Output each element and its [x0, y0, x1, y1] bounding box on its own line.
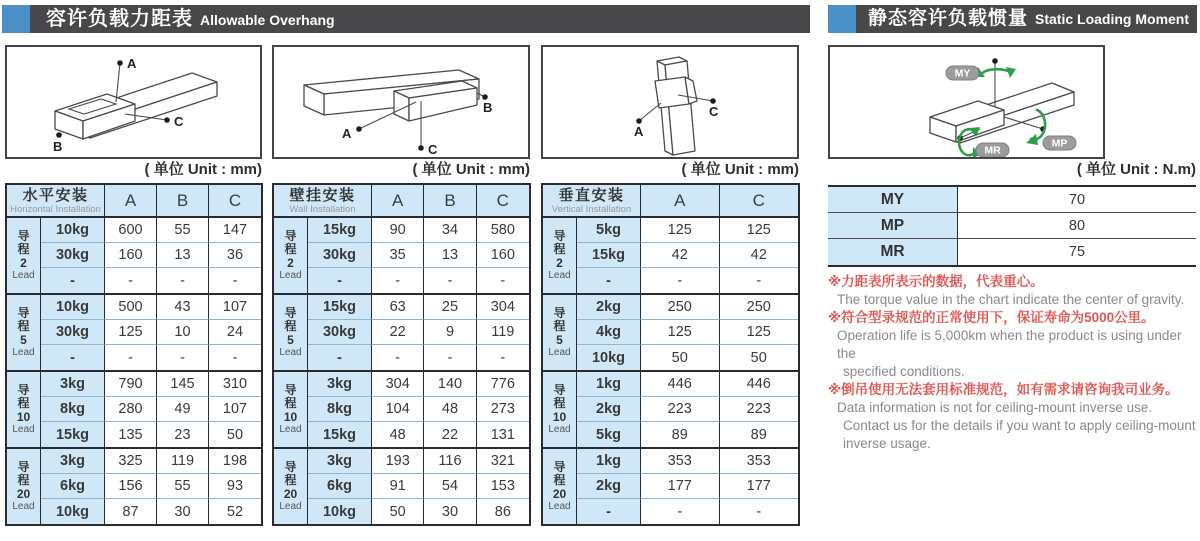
load-cell: 30kg — [308, 320, 372, 345]
load-cell: 10kg — [308, 499, 372, 524]
moment-value: 70 — [1068, 191, 1086, 208]
value-cell: 304 — [372, 372, 424, 397]
load-cell: 15kg — [577, 243, 641, 268]
lead-cell: 导 程 2 Lead — [274, 218, 308, 293]
table-title-zh: 垂直安装 — [558, 186, 625, 204]
value-cell: - — [720, 268, 799, 293]
diagram-wall-installation — [272, 45, 530, 159]
unit-label-mm: ( 单位 Unit : mm) — [412, 161, 530, 178]
value-cell: - — [105, 268, 157, 293]
table-static-loading-moment — [828, 185, 1196, 267]
load-cell: 15kg — [308, 218, 372, 243]
diagram-vertical-installation — [541, 45, 799, 159]
load-cell: 15kg — [308, 295, 372, 320]
value-cell: - — [477, 268, 529, 293]
value-cell: 9 — [424, 320, 476, 345]
load-cell: - — [41, 345, 105, 370]
value-cell: 145 — [157, 372, 209, 397]
dimension-label-c: C — [709, 104, 719, 119]
load-cell: 10kg — [41, 218, 105, 243]
dimension-label-a: A — [634, 124, 644, 139]
diagram-horizontal-installation — [5, 45, 262, 159]
value-cell: 790 — [105, 372, 157, 397]
header-right-zh: 静态容许负载惯量 — [868, 8, 1029, 29]
value-cell: 50 — [720, 345, 799, 370]
value-cell: 177 — [641, 474, 720, 499]
value-cell: 273 — [477, 397, 529, 422]
moment-value: 80 — [1068, 217, 1086, 234]
value-cell: 223 — [720, 397, 799, 422]
value-cell: 193 — [372, 449, 424, 474]
value-cell: 156 — [105, 474, 157, 499]
value-cell: 600 — [105, 218, 157, 243]
value-cell: 125 — [720, 320, 799, 345]
value-cell: 177 — [720, 474, 799, 499]
value-cell: 13 — [157, 243, 209, 268]
table-horizontal-installation — [5, 183, 263, 526]
value-cell: 353 — [720, 449, 799, 474]
value-cell: 52 — [209, 499, 261, 524]
value-cell: - — [477, 345, 529, 370]
header-accent-square — [828, 5, 856, 33]
table-title — [274, 185, 372, 216]
header-left-en: Allowable Overhang — [200, 12, 335, 28]
value-cell: 135 — [105, 422, 157, 447]
note-en-line: Data information is not for ceiling-mount inverse use. — [837, 400, 1153, 415]
value-cell: 325 — [105, 449, 157, 474]
dimension-label-b: B — [53, 139, 63, 154]
value-cell: 86 — [477, 499, 529, 524]
table-title-zh: 壁挂安装 — [289, 186, 356, 204]
lead-cell: 导 程 2 Lead — [543, 218, 577, 293]
wall-rail-drawing-icon — [274, 47, 528, 157]
value-cell: 54 — [424, 474, 476, 499]
value-cell: 125 — [641, 218, 720, 243]
value-cell: 89 — [641, 422, 720, 447]
table-title-en: Vertical Installation — [551, 203, 632, 215]
value-cell: - — [209, 268, 261, 293]
dimension-label-c: C — [174, 114, 184, 129]
column-header-C: C — [477, 185, 529, 216]
column-header-C: C — [720, 185, 799, 216]
value-cell: - — [424, 345, 476, 370]
load-cell: 10kg — [577, 345, 641, 370]
column-header-A: A — [105, 185, 157, 216]
value-cell: - — [209, 345, 261, 370]
value-cell: 90 — [372, 218, 424, 243]
value-cell: 10 — [157, 320, 209, 345]
value-cell: 446 — [641, 372, 720, 397]
load-cell: - — [577, 268, 641, 293]
column-header-B: B — [157, 185, 209, 216]
value-cell: 107 — [209, 295, 261, 320]
lead-cell: 导 程 20 Lead — [543, 449, 577, 524]
value-cell: - — [105, 345, 157, 370]
moment-label: MR — [828, 239, 958, 265]
horizontal-rail-drawing-icon — [7, 47, 260, 157]
value-cell: 304 — [477, 295, 529, 320]
value-cell: 147 — [209, 218, 261, 243]
note-en-line: The torque value in the chart indicate the center of gravity. — [837, 292, 1185, 307]
load-cell: 8kg — [308, 397, 372, 422]
load-cell: - — [308, 268, 372, 293]
value-cell: 116 — [424, 449, 476, 474]
value-cell: 160 — [105, 243, 157, 268]
load-cell: - — [577, 499, 641, 524]
load-cell: 3kg — [308, 449, 372, 474]
lead-cell: 导 程 5 Lead — [274, 295, 308, 370]
load-cell: 15kg — [41, 422, 105, 447]
note-zh: ※倒吊使用无法套用标准规范，如有需求请咨询我司业务。 — [828, 382, 1179, 397]
value-cell: 24 — [209, 320, 261, 345]
table-wall-installation — [272, 183, 531, 526]
value-cell: 131 — [477, 422, 529, 447]
value-cell: 446 — [720, 372, 799, 397]
lead-cell: 导 程 5 Lead — [543, 295, 577, 370]
moment-rail-drawing-icon — [830, 47, 1103, 157]
load-cell: 2kg — [577, 295, 641, 320]
value-cell: 22 — [424, 422, 476, 447]
value-cell: 91 — [372, 474, 424, 499]
load-cell: - — [308, 345, 372, 370]
value-cell: 119 — [477, 320, 529, 345]
note-zh: ※力距表所表示的数据，代表重心。 — [828, 274, 1044, 289]
lead-cell: 导 程 5 Lead — [7, 295, 41, 370]
value-cell: - — [157, 345, 209, 370]
value-cell: 35 — [372, 243, 424, 268]
unit-label-nm: ( 单位 Unit : N.m) — [1076, 161, 1196, 178]
table-vertical-installation — [541, 183, 800, 526]
lead-cell: 导 程 20 Lead — [274, 449, 308, 524]
dimension-label-b: B — [483, 100, 493, 115]
value-cell: 500 — [105, 295, 157, 320]
moment-label: MP — [828, 213, 958, 238]
value-cell: - — [720, 499, 799, 524]
value-cell: 321 — [477, 449, 529, 474]
note-en-line: Contact us for the details if you want to apply ceiling-mount — [843, 418, 1196, 433]
value-cell: 250 — [641, 295, 720, 320]
value-cell: 36 — [209, 243, 261, 268]
value-cell: 42 — [641, 243, 720, 268]
header-static-loading-moment — [828, 5, 1197, 33]
lead-cell: 导 程 10 Lead — [543, 372, 577, 447]
value-cell: 89 — [720, 422, 799, 447]
dimension-label-c: C — [428, 142, 438, 157]
unit-label-mm: ( 单位 Unit : mm) — [681, 161, 799, 178]
value-cell: - — [372, 268, 424, 293]
diagram-static-loading-moment — [828, 45, 1105, 159]
header-left-zh: 容许负载力距表 — [46, 8, 193, 30]
load-cell: - — [41, 268, 105, 293]
header-allowable-overhang — [2, 5, 810, 33]
table-title-zh: 水平安装 — [22, 186, 89, 204]
value-cell: 580 — [477, 218, 529, 243]
table-title-en: Horizontal Installation — [10, 203, 101, 215]
note-en-line: inverse usage. — [843, 436, 931, 451]
note — [828, 309, 1200, 381]
note-en-line: Operation life is 5,000km when the product is using under the — [837, 328, 1182, 361]
header-accent-square — [2, 5, 30, 33]
moment-badge-mp: MP — [1051, 137, 1068, 150]
load-cell: 2kg — [577, 397, 641, 422]
value-cell: 50 — [641, 345, 720, 370]
value-cell: - — [157, 268, 209, 293]
value-cell: - — [641, 268, 720, 293]
value-cell: 125 — [641, 320, 720, 345]
value-cell: 353 — [641, 449, 720, 474]
value-cell: 34 — [424, 218, 476, 243]
dimension-label-a: A — [342, 126, 352, 141]
load-cell: 2kg — [577, 474, 641, 499]
value-cell: - — [372, 345, 424, 370]
value-cell: 50 — [209, 422, 261, 447]
value-cell: 63 — [372, 295, 424, 320]
value-cell: 48 — [424, 397, 476, 422]
load-cell: 5kg — [577, 422, 641, 447]
value-cell: 107 — [209, 397, 261, 422]
note — [828, 273, 1200, 309]
value-cell: 125 — [720, 218, 799, 243]
value-cell: 50 — [372, 499, 424, 524]
value-cell: 223 — [641, 397, 720, 422]
load-cell: 10kg — [41, 499, 105, 524]
value-cell: 23 — [157, 422, 209, 447]
load-cell: 30kg — [308, 243, 372, 268]
note-zh: ※符合型录规范的正常使用下，保证寿命为5000公里。 — [828, 310, 1155, 325]
notes-section — [828, 273, 1200, 453]
moment-row — [828, 213, 1196, 239]
lead-cell: 导 程 10 Lead — [7, 372, 41, 447]
table-title — [7, 185, 105, 216]
value-cell: 153 — [477, 474, 529, 499]
value-cell: 42 — [720, 243, 799, 268]
lead-cell: 导 程 2 Lead — [7, 218, 41, 293]
table-title — [543, 185, 641, 216]
moment-badge-mr: MR — [984, 144, 1001, 157]
value-cell: 310 — [209, 372, 261, 397]
load-cell: 4kg — [577, 320, 641, 345]
load-cell: 1kg — [577, 372, 641, 397]
value-cell: 48 — [372, 422, 424, 447]
column-header-A: A — [641, 185, 720, 216]
value-cell: 125 — [105, 320, 157, 345]
value-cell: 43 — [157, 295, 209, 320]
value-cell: 22 — [372, 320, 424, 345]
value-cell: 49 — [157, 397, 209, 422]
value-cell: 30 — [424, 499, 476, 524]
load-cell: 3kg — [308, 372, 372, 397]
value-cell: 198 — [209, 449, 261, 474]
note — [828, 381, 1200, 453]
table-title-en: Wall Installation — [289, 203, 356, 215]
column-header-C: C — [209, 185, 261, 216]
load-cell: 30kg — [41, 243, 105, 268]
column-header-B: B — [424, 185, 476, 216]
load-cell: 8kg — [41, 397, 105, 422]
value-cell: 776 — [477, 372, 529, 397]
note-en-line: specified conditions. — [843, 364, 965, 379]
value-cell: 104 — [372, 397, 424, 422]
value-cell: - — [641, 499, 720, 524]
value-cell: 140 — [424, 372, 476, 397]
moment-row — [828, 187, 1196, 213]
lead-cell: 导 程 10 Lead — [274, 372, 308, 447]
vertical-rail-drawing-icon — [543, 47, 797, 157]
load-cell: 30kg — [41, 320, 105, 345]
load-cell: 3kg — [41, 372, 105, 397]
dimension-label-a: A — [127, 56, 137, 71]
header-right-en: Static Loading Moment — [1035, 11, 1190, 27]
load-cell: 6kg — [41, 474, 105, 499]
load-cell: 3kg — [41, 449, 105, 474]
moment-value: 75 — [1068, 244, 1086, 260]
value-cell: 93 — [209, 474, 261, 499]
unit-label-mm: ( 单位 Unit : mm) — [144, 161, 262, 178]
moment-badge-my: MY — [954, 67, 971, 80]
value-cell: 13 — [424, 243, 476, 268]
value-cell: 250 — [720, 295, 799, 320]
value-cell: 119 — [157, 449, 209, 474]
lead-cell: 导 程 20 Lead — [7, 449, 41, 524]
value-cell: - — [424, 268, 476, 293]
value-cell: 87 — [105, 499, 157, 524]
value-cell: 160 — [477, 243, 529, 268]
value-cell: 55 — [157, 474, 209, 499]
column-header-A: A — [372, 185, 424, 216]
load-cell: 10kg — [41, 295, 105, 320]
value-cell: 280 — [105, 397, 157, 422]
value-cell: 55 — [157, 218, 209, 243]
load-cell: 1kg — [577, 449, 641, 474]
value-cell: 30 — [157, 499, 209, 524]
load-cell: 5kg — [577, 218, 641, 243]
moment-label: MY — [828, 187, 958, 212]
load-cell: 6kg — [308, 474, 372, 499]
load-cell: 15kg — [308, 422, 372, 447]
value-cell: 25 — [424, 295, 476, 320]
moment-row — [828, 239, 1196, 265]
